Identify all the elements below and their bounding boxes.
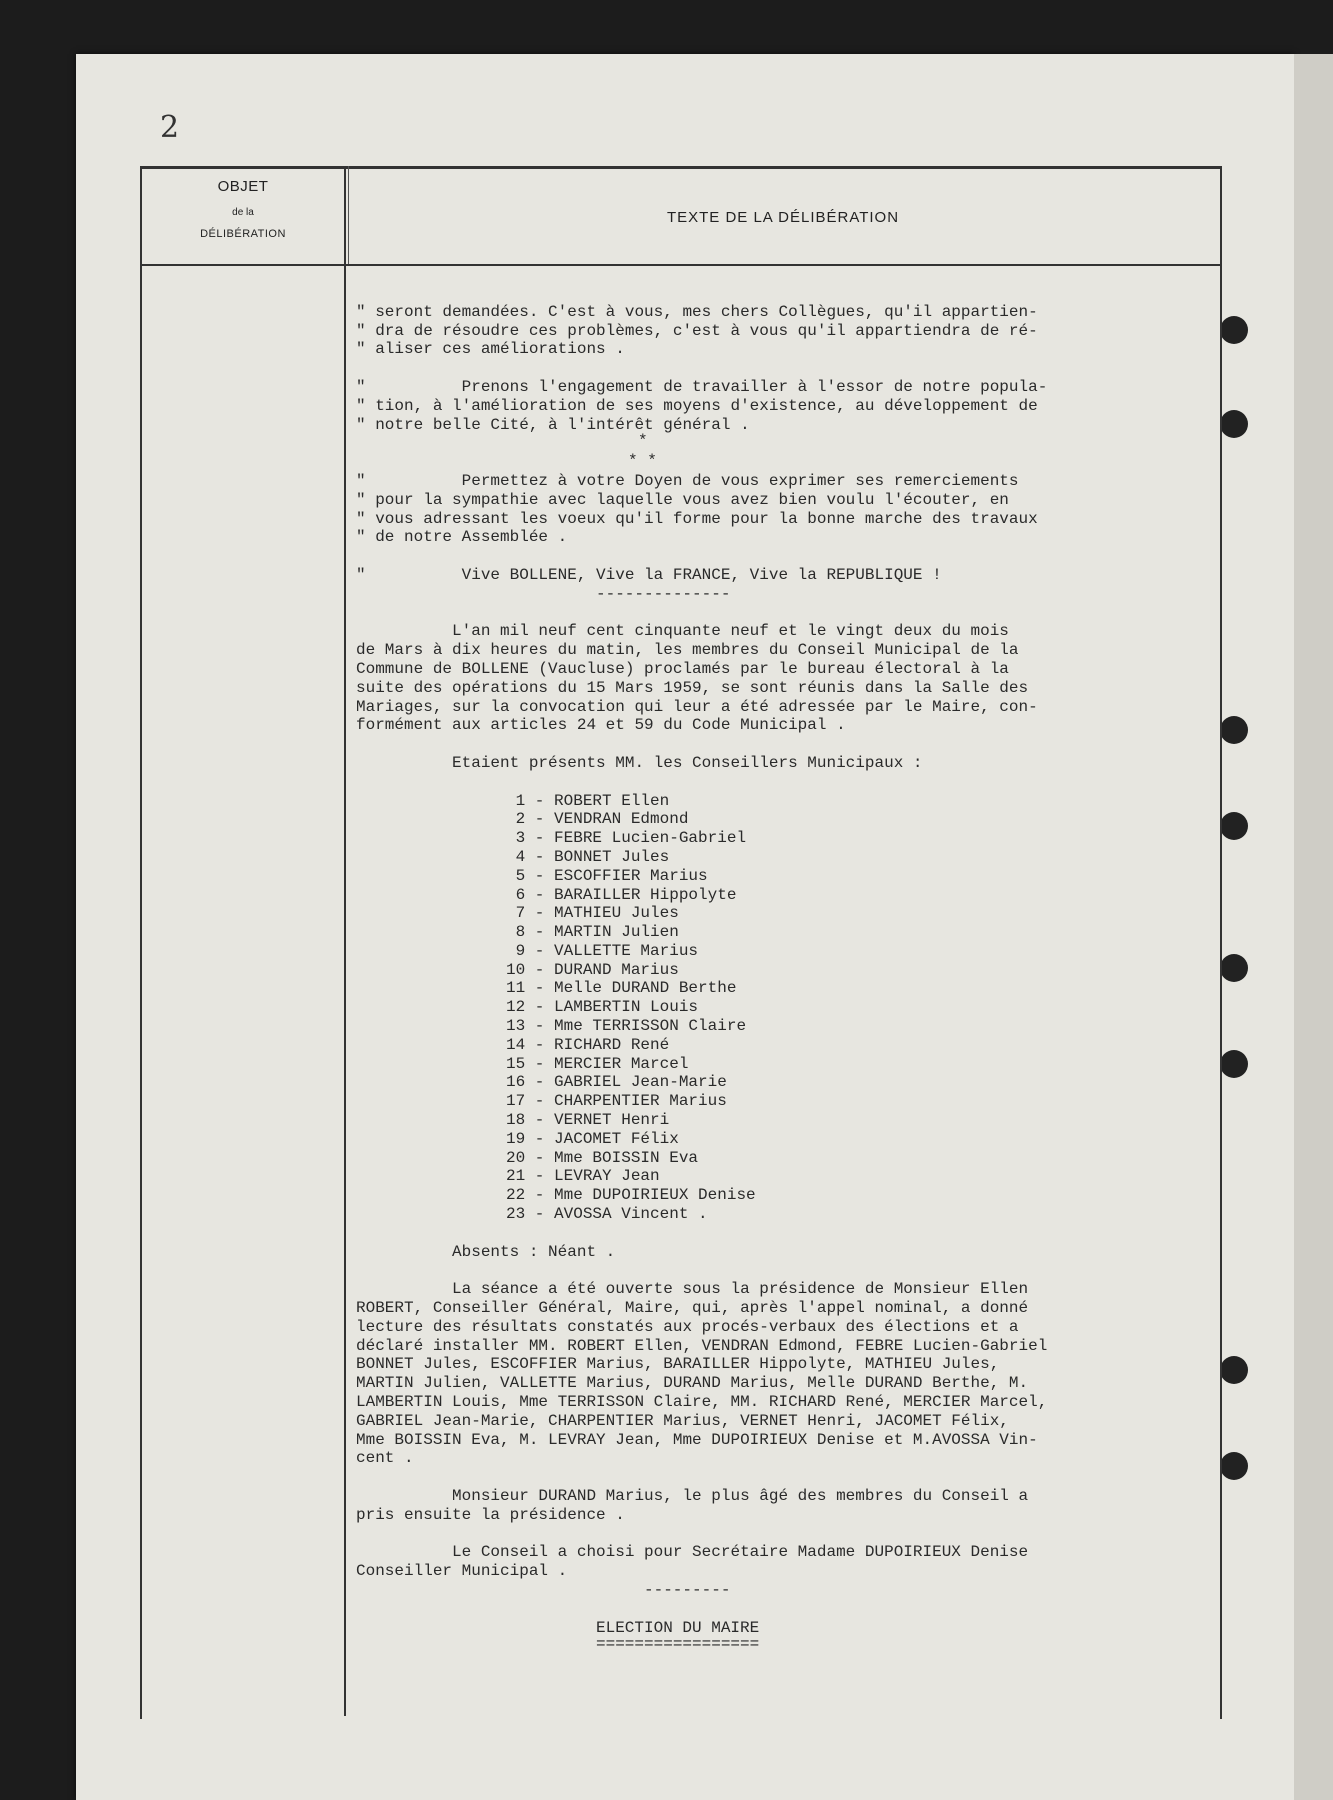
speech-line: " de notre Assemblée . (356, 528, 568, 547)
speech-line: " dra de résoudre ces problèmes, c'est à vous qu'il appartiendra de ré- (356, 321, 1038, 340)
speech-line: " seront demandées. C'est à vous, mes chers Collègues, qu'il appartien- (356, 302, 1038, 321)
header-divider (140, 264, 1220, 266)
presents-intro: Etaient présents MM. les Conseillers Municipaux : (356, 753, 923, 772)
deliberation-text (356, 284, 1236, 1694)
seance-line: La séance a été ouverte sous la présidence de Monsieur Ellen (356, 1280, 1029, 1299)
objet-label: OBJET (217, 178, 269, 195)
separator: --------- (644, 1580, 731, 1599)
list-item: 18 - VERNET Henri (506, 1111, 670, 1130)
list-item: 8 - MARTIN Julien (506, 923, 679, 942)
speech-line: " tion, à l'amélioration de ses moyens d'existence, au développement de (356, 396, 1038, 415)
list-item: 10 - DURAND Marius (506, 960, 679, 979)
intro-line: Commune de BOLLENE (Vaucluse) proclamés par le bureau électoral à la (356, 659, 1009, 678)
list-item: 7 - MATHIEU Jules (506, 904, 679, 923)
speech-line: " vous adressant les voeux qu'il forme pour la bonne marche des travaux (356, 509, 1038, 528)
list-item: 11 - Melle DURAND Berthe (506, 979, 737, 998)
seance-line: GABRIEL Jean-Marie, CHARPENTIER Marius, VERNET Henri, JACOMET Félix, (356, 1411, 1009, 1430)
presidence-line: Monsieur DURAND Marius, le plus âgé des membres du Conseil a (356, 1487, 1029, 1505)
list-item: 1 - ROBERT Ellen (506, 791, 670, 810)
speech-line: " pour la sympathie avec laquelle vous avez bien voulu l'écouter, en (356, 490, 1009, 509)
list-item: 5 - ESCOFFIER Marius (506, 866, 708, 885)
seance-line: cent . (356, 1449, 414, 1468)
list-item: 13 - Mme TERRISSON Claire (506, 1017, 747, 1036)
seance-line: MARTIN Julien, VALLETTE Marius, DURAND Marius, Melle DURAND Berthe, M. (356, 1374, 1029, 1393)
column-divider (344, 166, 346, 1716)
seance-line: déclaré installer MM. ROBERT Ellen, VENDRAN Edmond, FEBRE Lucien-Gabriel (356, 1336, 1048, 1355)
list-item: 12 - LAMBERTIN Louis (506, 998, 699, 1017)
list-item: 21 - LEVRAY Jean (506, 1167, 660, 1186)
intro-line: suite des opérations du 15 Mars 1959, se sont réunis dans la Salle des (356, 678, 1029, 697)
seance-line: ROBERT, Conseiller Général, Maire, qui, après l'appel nominal, a donné (356, 1299, 1029, 1318)
list-item: 4 - BONNET Jules (506, 847, 670, 866)
speech-line: " Permettez à votre Doyen de vous exprimer ses remerciements (356, 471, 1019, 490)
objet-column-header (142, 178, 344, 240)
intro-line: L'an mil neuf cent cinquante neuf et le vingt deux du mois (356, 622, 1009, 641)
list-item: 15 - MERCIER Marcel (506, 1054, 689, 1073)
seance-line: LAMBERTIN Louis, Mme TERRISSON Claire, MM. RICHARD René, MERCIER Marcel, (356, 1393, 1048, 1412)
list-item: 9 - VALLETTE Marius (506, 941, 699, 960)
texte-column-header: TEXTE DE LA DÉLIBÉRATION (666, 209, 900, 226)
list-item: 6 - BARAILLER Hippolyte (506, 885, 737, 904)
section-title-underline: ================= (596, 1635, 760, 1654)
intro-line: formément aux articles 24 et 59 du Code Municipal . (356, 716, 846, 735)
absents-line: Absents : Néant . (356, 1242, 616, 1261)
secretaire-line: Le Conseil a choisi pour Secrétaire Madame DUPOIRIEUX Denise (356, 1543, 1029, 1562)
seance-line: Mme BOISSIN Eva, M. LEVRAY Jean, Mme DUPOIRIEUX Denise et M.AVOSSA Vin- (356, 1430, 1038, 1449)
list-item: 2 - VENDRAN Edmond (506, 810, 689, 829)
intro-line: de Mars à dix heures du matin, les membres du Conseil Municipal de la (356, 641, 1019, 660)
page-number: 2 (160, 110, 180, 145)
asterism-top: * (638, 432, 648, 451)
objet-deliberation: DÉLIBÉRATION (200, 228, 286, 240)
member-list (356, 792, 1236, 1224)
list-item: 20 - Mme BOISSIN Eva (506, 1148, 699, 1167)
speech-line: " Prenons l'engagement de travailler à l'essor de notre popula- (356, 377, 1048, 396)
objet-de-la: de la (232, 207, 254, 218)
section-title: ELECTION DU MAIRE (596, 1618, 760, 1637)
list-item: 3 - FEBRE Lucien-Gabriel (506, 829, 747, 848)
presidence-line: pris ensuite la présidence . (356, 1505, 625, 1524)
speech-line: " aliser ces améliorations . (356, 340, 625, 359)
vive-line: " Vive BOLLENE, Vive la FRANCE, Vive la REPUBLIQUE ! (356, 565, 942, 584)
seance-line: BONNET Jules, ESCOFFIER Marius, BARAILLER Hippolyte, MATHIEU Jules, (356, 1355, 1000, 1374)
list-item: 22 - Mme DUPOIRIEUX Denise (506, 1186, 756, 1205)
list-item: 16 - GABRIEL Jean-Marie (506, 1073, 727, 1092)
list-item: 23 - AVOSSA Vincent . (506, 1205, 708, 1224)
list-item: 19 - JACOMET Félix (506, 1129, 679, 1148)
seance-line: lecture des résultats constatés aux procés-verbaux des élections et a (356, 1317, 1019, 1336)
intro-line: Mariages, sur la convocation qui leur a été adressée par le Maire, con- (356, 697, 1038, 716)
list-item: 14 - RICHARD René (506, 1035, 670, 1054)
secretaire-line: Conseiller Municipal . (356, 1562, 568, 1581)
list-item: 17 - CHARPENTIER Marius (506, 1092, 727, 1111)
separator: -------------- (596, 584, 731, 603)
asterism-bottom: * * (628, 452, 657, 471)
speech-line: " notre belle Cité, à l'intérêt général . (356, 415, 750, 434)
